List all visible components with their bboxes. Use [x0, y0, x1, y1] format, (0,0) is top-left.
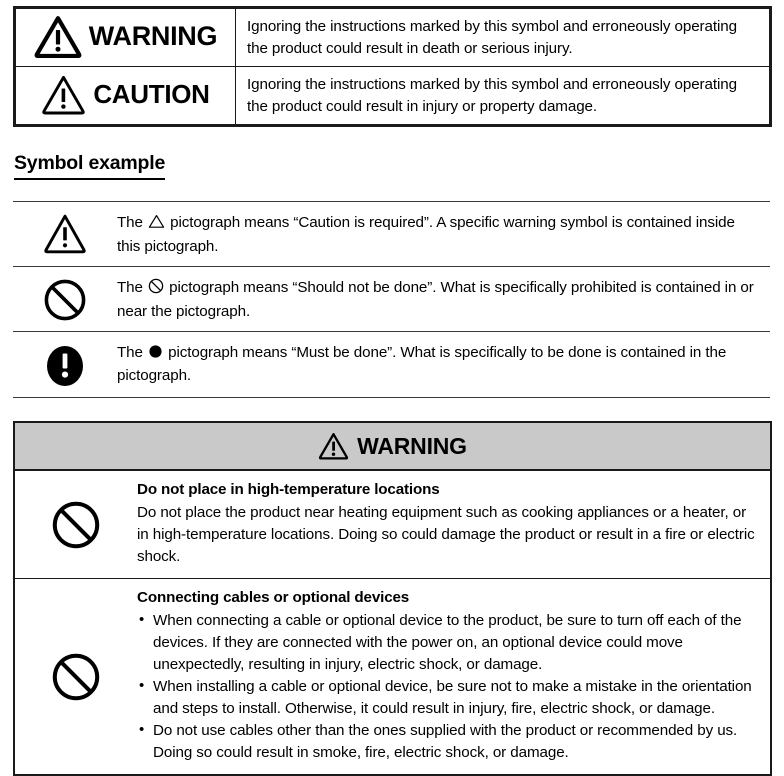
list-item: [137, 676, 756, 720]
prohibition-circle-icon: [13, 276, 117, 322]
bullet-glyph: •: [139, 677, 145, 695]
warning-entry-title: Connecting cables or optional devices: [137, 589, 410, 607]
list-item: [137, 610, 756, 676]
symbol-text-after: pictograph means “Should not be done”. What is specifically prohibited is contained in or near the pictograph.: [117, 278, 754, 320]
filled-circle-icon: [148, 344, 163, 366]
warning-entry: [15, 471, 770, 579]
bullet-glyph: •: [139, 611, 145, 629]
section-heading: Symbol example: [14, 152, 165, 180]
table-row: [16, 9, 770, 67]
list-item: [137, 720, 756, 764]
symbol-example-text: [117, 276, 770, 323]
symbol-text-before: The: [117, 278, 143, 296]
warning-box: [13, 421, 772, 776]
warning-banner-label: WARNING: [357, 432, 467, 459]
warning-entry-content: [137, 579, 770, 774]
warning-banner: [15, 423, 770, 471]
warning-triangle-icon: [34, 15, 82, 58]
symbol-example-text: [117, 211, 770, 258]
warning-entry-content: [137, 471, 770, 578]
symbol-example-table: [13, 201, 770, 398]
warning-entry-title: Do not place in high-temperature locations: [137, 481, 440, 498]
signal-word-description: Ignoring the instructions marked by this symbol and erroneously operating the product could result in death or serious injury.: [236, 9, 770, 67]
table-row: [16, 67, 770, 125]
triangle-outline-icon: [148, 214, 165, 236]
mandatory-circle-icon: [13, 341, 117, 389]
prohibition-outline-icon: [148, 278, 164, 301]
symbol-text-before: The: [117, 214, 143, 231]
list-item-text: When installing a cable or optional device, be sure not to make a mistake in the orientation and steps to install. Otherwise, it could result in injury, fire, electric shock, or damage.: [153, 678, 752, 718]
bullet-glyph: •: [139, 721, 145, 739]
warning-triangle-icon: [318, 432, 349, 460]
symbol-text-before: The: [117, 343, 143, 361]
signal-word-cell-caution: [16, 67, 236, 125]
caution-triangle-icon: [13, 211, 117, 254]
signal-word-label: WARNING: [88, 21, 218, 52]
symbol-text-after: pictograph means “Must be done”. What is specifically to be done is contained in the pictograph.: [117, 343, 727, 385]
warning-triangle-icon: [41, 74, 86, 115]
warning-entry-body: Do not place the product near heating equipment such as cooking appliances or a heater, or in high-temperature locations. Doing so could damage the product or result in a fire or electric shock.: [137, 504, 755, 566]
signal-word-label: CAUTION: [93, 79, 210, 110]
prohibition-circle-icon: [15, 579, 137, 774]
signal-word-cell-warning: [16, 9, 236, 67]
signal-word-definition-table: [13, 6, 772, 127]
symbol-example-row: [13, 331, 770, 398]
symbol-example-row: [13, 201, 770, 266]
warning-bullet-list: [137, 610, 756, 764]
symbol-text-after: pictograph means “Caution is required”. A specific warning symbol is contained inside this pictograph.: [117, 214, 735, 255]
list-item-text: When connecting a cable or optional device to the product, be sure to turn off each of the devices. If they are connected with the power on, an optional device could move unexpectedly, resulting in injury, electric shock, or damage.: [153, 612, 742, 674]
warning-entry: [15, 579, 770, 774]
symbol-example-text: [117, 341, 770, 388]
list-item-text: Do not use cables other than the ones supplied with the product or recommended by us. Doing so could result in smoke, fire, electric shock, or damage.: [153, 722, 738, 762]
prohibition-circle-icon: [15, 471, 137, 578]
symbol-example-row: [13, 266, 770, 331]
signal-word-description: Ignoring the instructions marked by this symbol and erroneously operating the product could result in injury or property damage.: [236, 67, 770, 125]
